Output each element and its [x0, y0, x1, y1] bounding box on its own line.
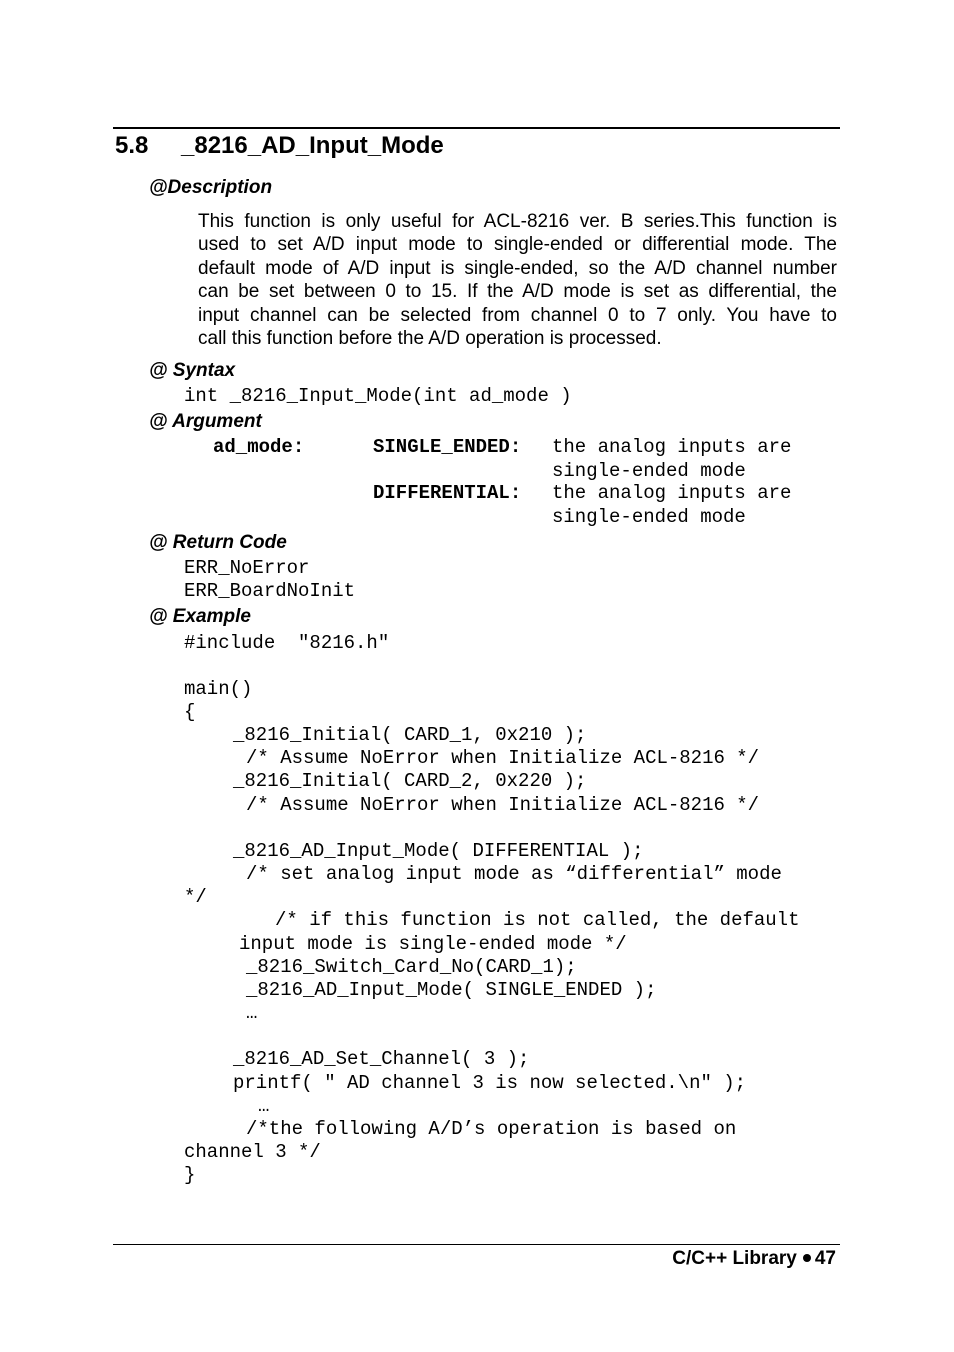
bottom-rule [113, 1244, 840, 1245]
code-comment: /* Assume NoError when Initialize ACL-8216 */ [246, 794, 760, 816]
code-line: main() [184, 678, 253, 700]
footer-library: C/C++ Library [672, 1248, 797, 1269]
code-line: _8216_AD_Set_Channel( 3 ); [233, 1048, 530, 1070]
description-line: call this function before the A/D operation is processed. [198, 327, 662, 349]
syntax-heading: @ Syntax [149, 360, 236, 381]
example-heading: @ Example [149, 606, 251, 627]
code-line: _8216_Initial( CARD_1, 0x210 ); [233, 724, 587, 746]
code-line: #include "8216.h" [184, 632, 390, 654]
top-rule [113, 127, 840, 129]
description-line: This function is only useful for ACL-8216 ver. B series.This function is [198, 211, 837, 232]
argument-name: ad_mode: [213, 436, 305, 458]
code-line: _8216_AD_Input_Mode( DIFFERENTIAL ); [233, 840, 644, 862]
page-number: 47 [814, 1248, 836, 1269]
code-comment: input mode is single-ended mode */ [239, 933, 627, 955]
argument-option-desc: the analog inputs are [552, 436, 792, 458]
code-line: _8216_Initial( CARD_2, 0x220 ); [233, 770, 587, 792]
section-heading [115, 132, 444, 160]
argument-option-desc: single-ended mode [552, 460, 746, 482]
section-title: _8216_AD_Input_Mode [181, 132, 444, 159]
description-line: can be set between 0 to 15. If the A/D mode is set as differential, the [198, 281, 837, 303]
description-line: input channel can be selected from channel 0 to 7 only. You have to [198, 304, 837, 326]
code-comment: /* Assume NoError when Initialize ACL-8216 */ [246, 747, 760, 769]
code-comment: /* if this function is not called, the default [275, 909, 800, 931]
description-line: used to set A/D input mode to single-ended or differential mode. The [198, 234, 837, 256]
code-ellipsis: … [258, 1095, 270, 1117]
description-body [198, 210, 837, 350]
return-code-heading: @ Return Code [149, 532, 287, 553]
description-line: default mode of A/D input is single-ended, so the A/D channel number [198, 257, 837, 279]
return-code: ERR_BoardNoInit [184, 580, 356, 602]
argument-option-value: DIFFERENTIAL: [373, 482, 522, 504]
code-comment: */ [184, 886, 207, 908]
code-line: } [184, 1164, 196, 1186]
code-ellipsis: … [246, 1002, 258, 1024]
argument-option-value: SINGLE_ENDED: [373, 436, 522, 458]
page-footer [672, 1248, 836, 1270]
argument-option-desc: single-ended mode [552, 506, 746, 528]
code-comment: /*the following A/D’s operation is based on [246, 1118, 737, 1140]
argument-option-desc: the analog inputs are [552, 482, 792, 504]
code-line: printf( " AD channel 3 is now selected.\n" ); [233, 1072, 747, 1094]
return-code: ERR_NoError [184, 557, 310, 579]
code-line: _8216_Switch_Card_No(CARD_1); [246, 956, 577, 978]
code-line: _8216_AD_Input_Mode( SINGLE_ENDED ); [246, 979, 657, 1001]
argument-heading: @ Argument [149, 411, 262, 432]
syntax-code: int _8216_Input_Mode(int ad_mode ) [184, 385, 572, 407]
code-comment: channel 3 */ [184, 1141, 321, 1163]
section-number: 5.8 [115, 132, 149, 159]
description-heading: @Description [149, 177, 273, 198]
bullet-icon [803, 1254, 811, 1262]
code-comment: /* set analog input mode as “differential” mode [246, 863, 782, 885]
code-line: { [184, 701, 196, 723]
